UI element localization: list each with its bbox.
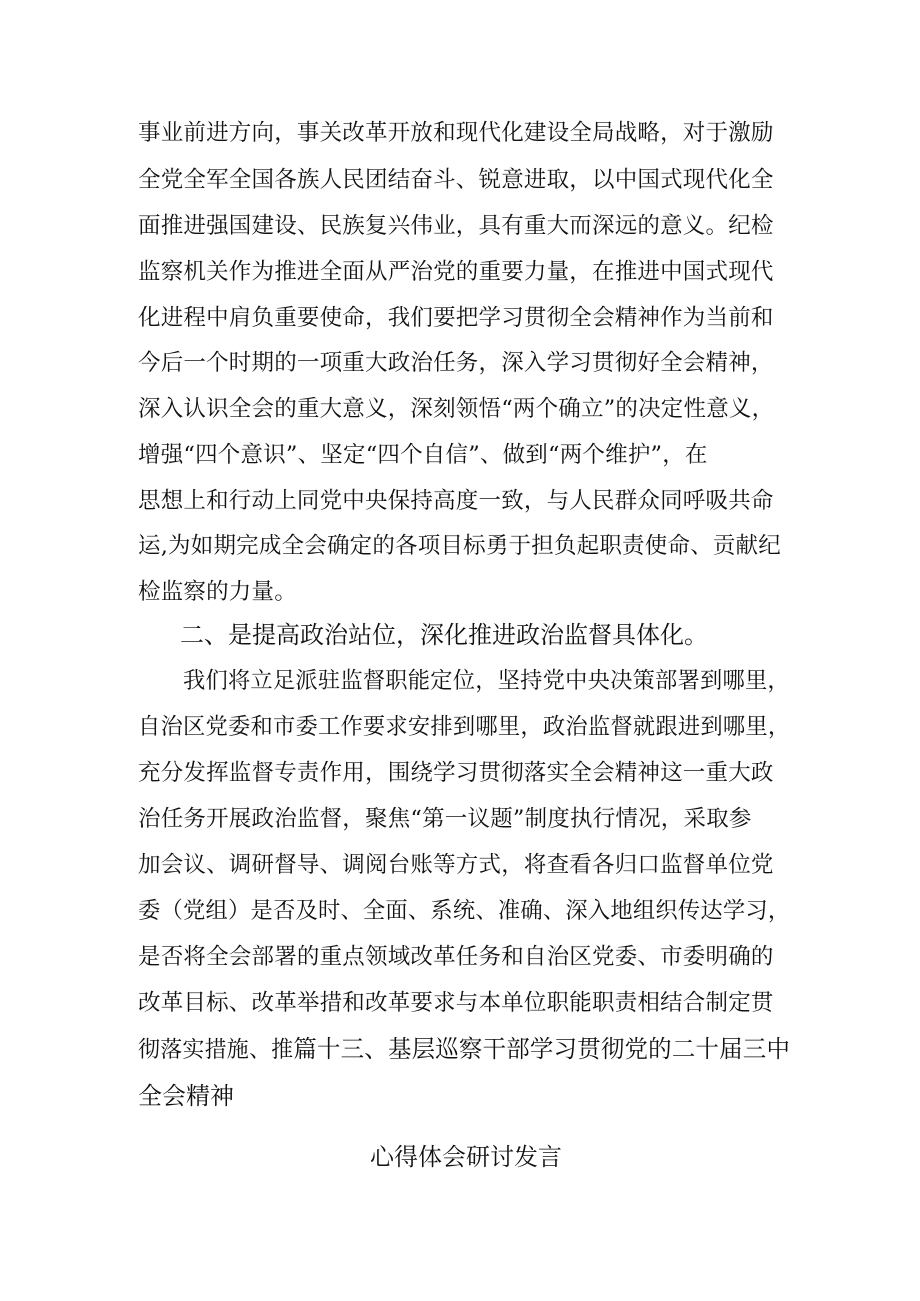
text-line: 深入认识全会的重大意义，深刻领悟“两个确立”的决定性意义， <box>138 396 775 422</box>
text-line: 我们将立足派驻监督职能定位，坚持党中央决策部署到哪里， <box>183 668 790 694</box>
text-line: 改革目标、改革举措和改革要求与本单位职能职责相结合制定贯 <box>138 990 774 1016</box>
text-line: 增强“四个意识”、坚定“四个自信”、做到“两个维护”，在 <box>138 442 708 468</box>
text-line-with-overlap <box>138 1034 790 1065</box>
text-line: 检监察的力量。 <box>138 579 297 605</box>
text-line: 自治区党委和市委工作要求安排到哪里，政治监督就跟进到哪里， <box>138 714 791 740</box>
truncated-text: 彻落实措施、推 <box>138 1037 294 1063</box>
text-line: 全党全军全国各族人民团结奋斗、锐意进取，以中国式现代化全 <box>138 167 774 193</box>
overlapping-title: 篇十三、基层巡察干部学习贯彻党的二十届三中 <box>293 1035 791 1063</box>
text-line: 今后一个时期的一项重大政治任务，深入学习贯彻好全会精神， <box>138 350 774 376</box>
text-line: 加会议、调研督导、调阅台账等方式，将查看各归口监督单位党 <box>138 852 774 878</box>
section-heading: 二、是提高政治站位，深化推进政治监督具体化。 <box>180 621 708 649</box>
text-line: 面推进强国建设、民族复兴伟业，具有重大而深远的意义。纪检 <box>138 213 774 239</box>
text-line: 充分发挥监督专责作用，围绕学习贯彻落实全会精神这一重大政 <box>138 760 774 786</box>
text-line: 治任务开展政治监督，聚焦“第一议题”制度执行情况，采取参 <box>138 806 752 832</box>
text-line: 事业前进方向，事关改革开放和现代化建设全局战略，对于激励 <box>138 120 774 146</box>
overlapping-title-continuation: 全会精神 <box>138 1082 234 1110</box>
text-line: 委（党组）是否及时、全面、系统、准确、深入地组织传达学习， <box>138 898 791 924</box>
text-line: 运,为如期完成全会确定的各项目标勇于担负起职责使命、贡献纪 <box>138 533 781 559</box>
text-line: 思想上和行动上同党中央保持高度一致，与人民群众同呼吸共命 <box>138 488 774 514</box>
text-line: 是否将全会部署的重点领域改革任务和自治区党委、市委明确的 <box>138 944 774 970</box>
text-line: 监察机关作为推进全面从严治党的重要力量，在推进中国式现代 <box>138 259 774 285</box>
text-line: 化进程中肩负重要使命，我们要把学习贯彻全会精神作为当前和 <box>138 305 774 331</box>
overlapping-subtitle: 心得体会研讨发言 <box>370 1143 562 1171</box>
